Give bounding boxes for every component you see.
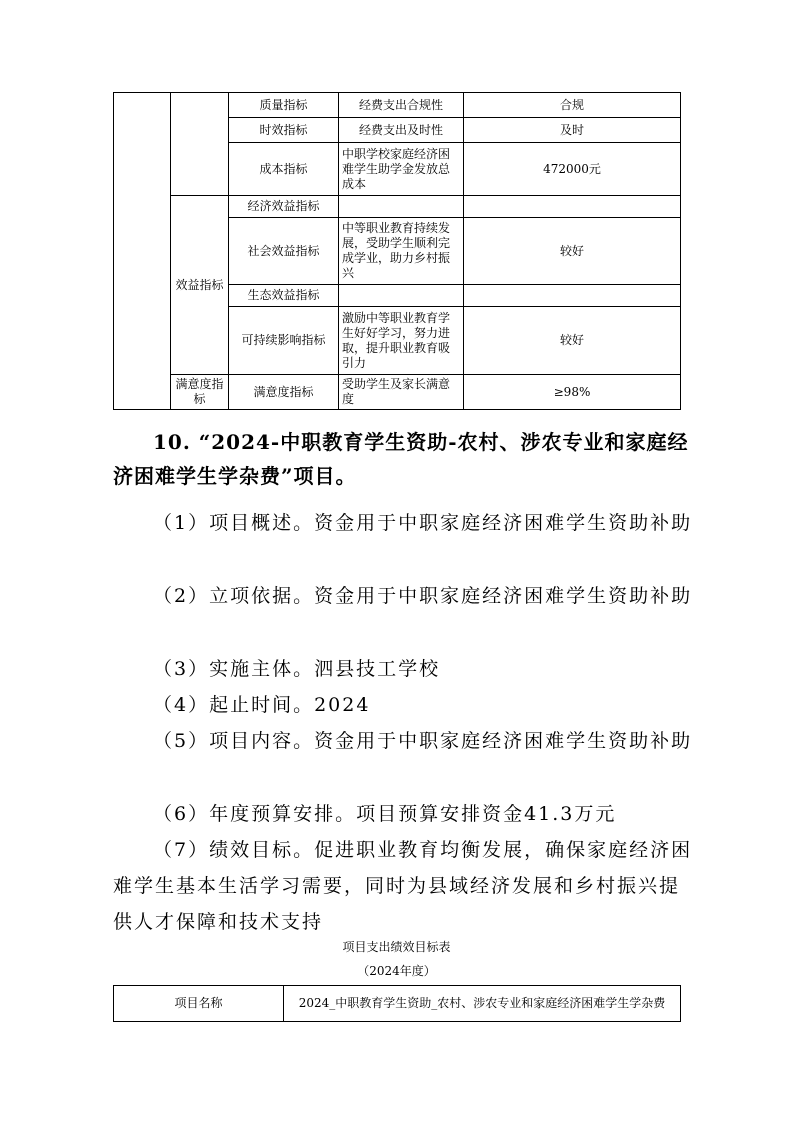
paragraph-implementer: （3）实施主体。泗县技工学校 (153, 658, 441, 680)
paragraph-basis: （2）立项依据。资金用于中职家庭经济困难学生资助补助 (153, 585, 693, 607)
table-cell: 及时 (464, 118, 681, 143)
table-cell: 较好 (464, 307, 681, 375)
table-cell: 生态效益指标 (229, 285, 339, 307)
table-cell: 时效指标 (229, 118, 339, 143)
section-heading: 10. “2024-中职教育学生资助-农村、涉农专业和家庭经济困难学生学杂费”项目。 (113, 430, 689, 488)
satisfaction-group-cell: 满意度指标 (171, 375, 229, 410)
table-cell (464, 285, 681, 307)
table-cell-blank (114, 93, 171, 410)
table-cell: 满意度指标 (229, 375, 339, 410)
table-cell (339, 285, 464, 307)
table-cell: 质量指标 (229, 93, 339, 118)
table-cell: 经济效益指标 (229, 196, 339, 218)
paragraph-period: （4）起止时间。2024 (153, 694, 371, 716)
table-cell: 受助学生及家长满意度 (339, 375, 464, 410)
table-cell: 较好 (464, 218, 681, 285)
table-cell-blank (171, 93, 229, 196)
table-cell: 472000元 (464, 143, 681, 196)
paragraph-content: （5）项目内容。资金用于中职家庭经济困难学生资助补助 (153, 730, 693, 752)
project-name-value: 2024_中职教育学生资助_农村、涉农专业和家庭经济困难学生学杂费 (284, 986, 681, 1022)
paragraph-goal: （7）绩效目标。促进职业教育均衡发展，确保家庭经济困难学生基本生活学习需要，同时为县域经济发展和乡村振兴提供人才保障和技术支持 (113, 839, 693, 933)
table-cell: 可持续影响指标 (229, 307, 339, 375)
paragraph-overview: （1）项目概述。资金用于中职家庭经济困难学生资助补助 (153, 512, 693, 534)
benefit-group-cell: 效益指标 (171, 196, 229, 375)
table-year: （2024年度） (357, 964, 436, 978)
table-cell (464, 196, 681, 218)
table-cell: ≥98% (464, 375, 681, 410)
performance-indicator-table (113, 92, 681, 410)
table-cell: 中等职业教育持续发展，受助学生顺利完成学业，助力乡村振兴 (339, 218, 464, 285)
table-cell: 经费支出及时性 (339, 118, 464, 143)
project-name-label: 项目名称 (114, 986, 284, 1022)
table-cell: 激励中等职业教育学生好好学习，努力进取，提升职业教育吸引力 (339, 307, 464, 375)
table-cell: 社会效益指标 (229, 218, 339, 285)
table-cell: 中职学校家庭经济困难学生助学金发放总成本 (339, 143, 464, 196)
table-cell: 合规 (464, 93, 681, 118)
paragraph-budget: （6）年度预算安排。项目预算安排资金41.3万元 (153, 803, 617, 825)
table-cell (339, 196, 464, 218)
project-name-table (113, 985, 681, 1022)
table-cell: 成本指标 (229, 143, 339, 196)
table-caption: 项目支出绩效目标表 (342, 940, 451, 954)
table-cell: 经费支出合规性 (339, 93, 464, 118)
